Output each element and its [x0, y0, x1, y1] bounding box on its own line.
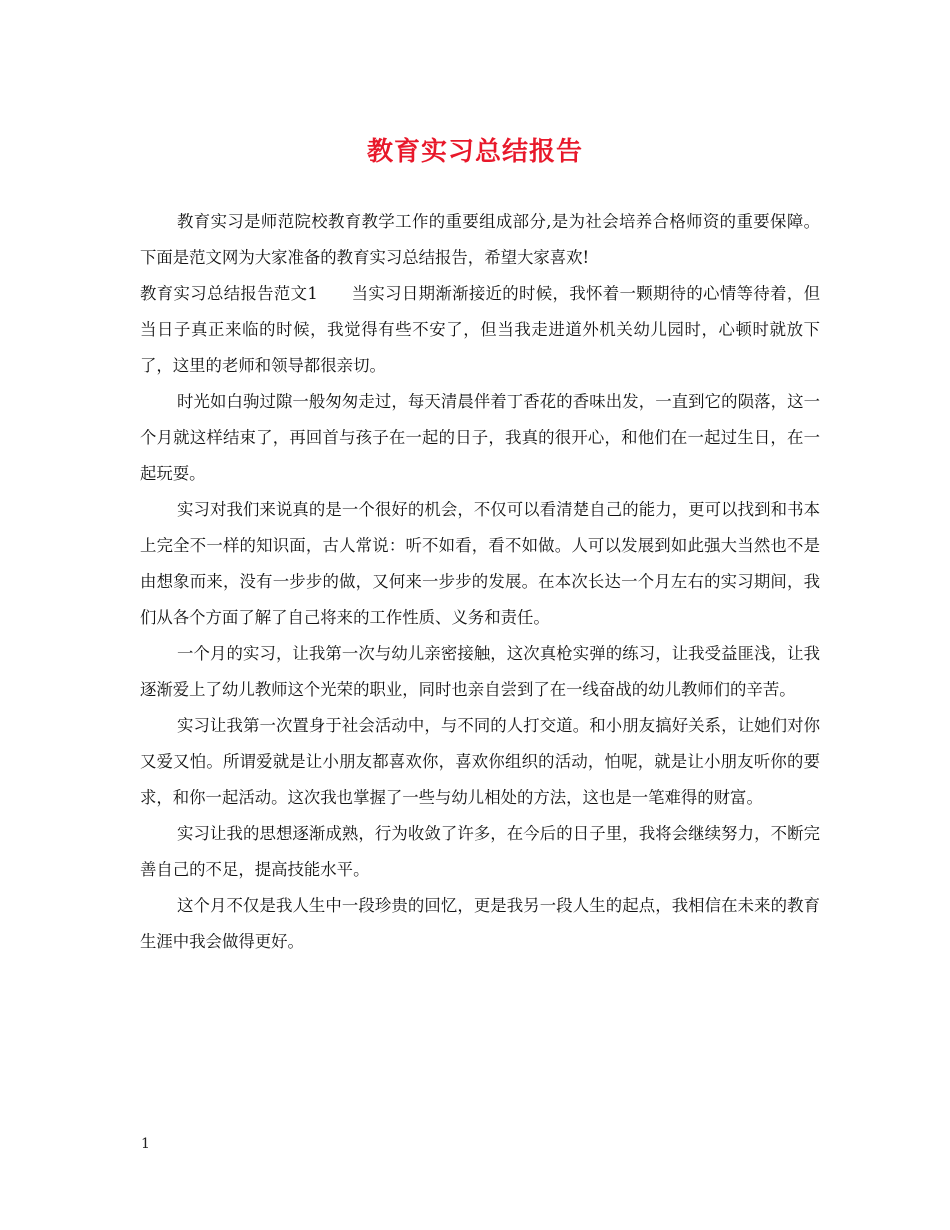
paragraph-opportunity: 实习对我们来说真的是一个很好的机会，不仅可以看清楚自己的能力，更可以找到和书本上完全不一样的知识面，古人常说：听不如看，看不如做。人可以发展到如此强大当然也不是由想象而来，没有一步步的做，又何来一步步的发展。在本次长达一个月左右的实习期间，我们从各个方面了解了自己将来的工作性质、义务和责任。: [140, 500, 820, 627]
paragraph-intro: 教育实习是师范院校教育教学工作的重要组成部分,是为社会培养合格师资的重要保障。下面是范文网为大家准备的教育实习总结报告，希望大家喜欢!: [140, 212, 820, 267]
paragraph-maturity: 实习让我的思想逐渐成熟，行为收敛了许多，在今后的日子里，我将会继续努力，不断完善自己的不足，提高技能水平。: [140, 824, 820, 879]
paragraph-conclusion: 这个月不仅是我人生中一段珍贵的回忆，更是我另一段人生的起点，我相信在未来的教育生涯中我会做得更好。: [140, 896, 820, 951]
page-number: 1: [141, 1136, 150, 1152]
paragraph-sample-heading: 教育实习总结报告范文1 当实习日期渐渐接近的时候，我怀着一颗期待的心情等待着，但当日子真正来临的时候，我觉得有些不安了，但当我走进道外机关幼儿园时，心顿时就放下了，这里的老师和领导都很亲切。: [140, 284, 820, 375]
paragraph-time-flies: 时光如白驹过隙一般匆匆走过，每天清晨伴着丁香花的香味出发，一直到它的陨落，这一个月就这样结束了，再回首与孩子在一起的日子，我真的很开心，和他们在一起过生日，在一起玩耍。: [140, 392, 820, 483]
paragraph-first-contact: 一个月的实习，让我第一次与幼儿亲密接触，这次真枪实弹的练习，让我受益匪浅，让我逐渐爱上了幼儿教师这个光荣的职业，同时也亲自尝到了在一线奋战的幼儿教师们的辛苦。: [140, 644, 820, 699]
document-body: [140, 204, 820, 960]
paragraph-social-activity: 实习让我第一次置身于社会活动中，与不同的人打交道。和小朋友搞好关系，让她们对你又爱又怕。所谓爱就是让小朋友都喜欢你，喜欢你组织的活动，怕呢，就是让小朋友听你的要求，和你一起活动。这次我也掌握了一些与幼儿相处的方法，这也是一笔难得的财富。: [140, 716, 820, 807]
document-title: 教育实习总结报告: [366, 137, 583, 167]
